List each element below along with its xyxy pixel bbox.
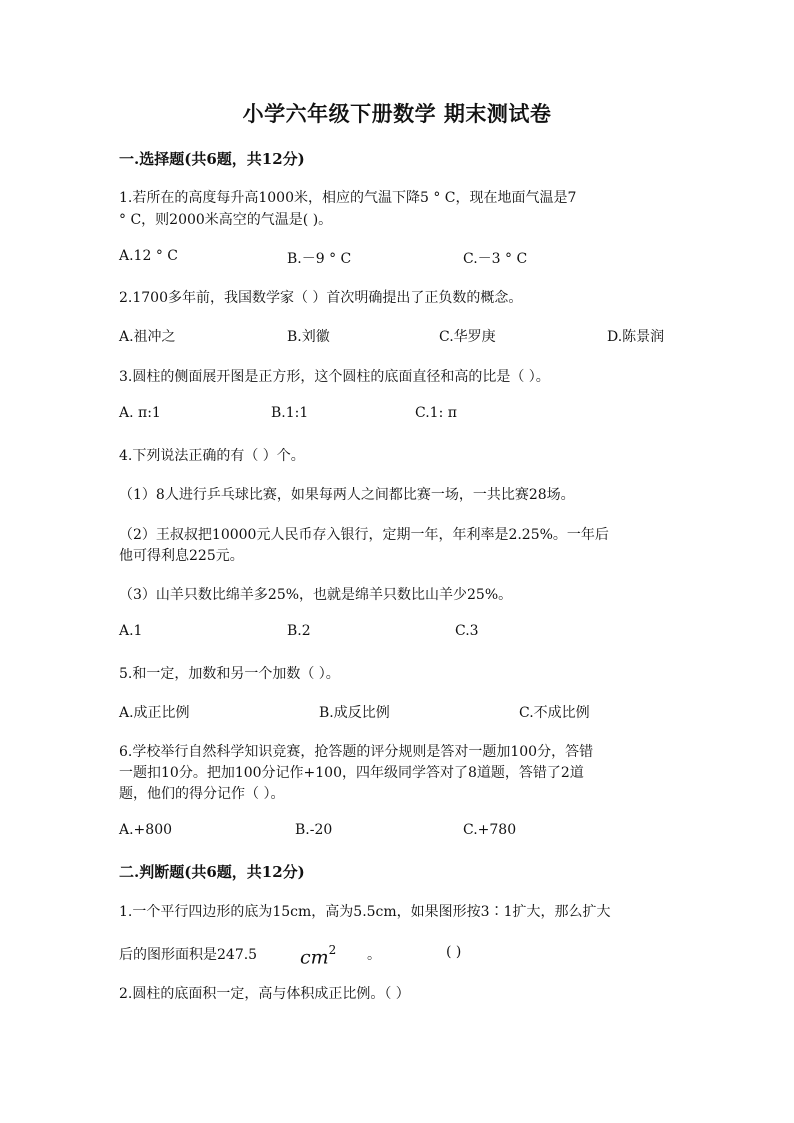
question-text: 1.若所在的高度每升高1000米，相应的气温下降5 ° C，现在地面气温是7 — [119, 190, 577, 206]
statement-text: （3）山羊只数比绵羊多25%，也就是绵羊只数比山羊少25%。 — [119, 587, 513, 603]
option-a: A. π:1 — [119, 405, 161, 421]
option-a: A.成正比例 — [119, 705, 190, 721]
question-text: 2.1700多年前，我国数学家（ ）首次明确提出了正负数的概念。 — [119, 290, 523, 306]
option-b: B.2 — [287, 623, 311, 639]
question-text: 4.下列说法正确的有（ ）个。 — [119, 448, 305, 464]
option-c: C.+780 — [463, 822, 517, 838]
section-heading-choice: 一.选择题(共6题，共12分) — [119, 150, 305, 168]
question-text: 5.和一定，加数和另一个加数（ ）。 — [119, 666, 340, 682]
question-text: 题，他们的得分记作（ ）。 — [119, 786, 285, 802]
period-text: 。 — [367, 947, 381, 963]
option-c: C.3 — [455, 623, 479, 639]
question-text: 3.圆柱的侧面展开图是正方形，这个圆柱的底面直径和高的比是（ ）。 — [119, 369, 550, 385]
statement-text: （2）王叔叔把10000元人民币存入银行，定期一年，年利率是2.25%。一年后 — [119, 527, 609, 543]
question-text: 后的图形面积是247.5 — [119, 947, 258, 963]
question-text: ° C，则2000米高空的气温是( )。 — [119, 212, 333, 228]
option-d: D.陈景润 — [607, 329, 665, 345]
option-c: C.－3 ° C — [463, 251, 528, 267]
page-title: 小学六年级下册数学 期末测试卷 — [242, 101, 552, 126]
answer-bracket: ( ) — [446, 944, 462, 960]
question-text: 1.一个平行四边形的底为15cm，高为5.5cm，如果图形按3∶1扩大，那么扩大 — [119, 904, 611, 920]
option-b: B.刘徽 — [287, 329, 330, 345]
option-c: C.1: π — [415, 405, 457, 421]
question-text: 一题扣10分。把加100分记作+100，四年级同学答对了8道题，答错了2道 — [119, 765, 584, 781]
option-c: C.华罗庚 — [439, 329, 496, 345]
option-b: B.成反比例 — [319, 705, 390, 721]
question-text: 2.圆柱的底面积一定，高与体积成正比例。（ ） — [119, 986, 410, 1002]
option-a: A.祖冲之 — [119, 329, 176, 345]
option-a: A.1 — [119, 623, 143, 639]
question-text: 6.学校举行自然科学知识竞赛，抢答题的评分规则是答对一题加100分，答错 — [119, 744, 594, 760]
option-c: C.不成比例 — [519, 705, 590, 721]
unit-formula: $cm^2$ — [300, 943, 337, 969]
statement-text: （1）8人进行乒乓球比赛，如果每两人之间都比赛一场，一共比赛28场。 — [119, 487, 575, 503]
option-a: A.+800 — [119, 822, 173, 838]
section-heading-judge: 二.判断题(共6题，共12分) — [119, 863, 305, 881]
option-b: B.1:1 — [271, 405, 309, 421]
option-b: B.-20 — [295, 822, 333, 838]
option-a: A.12 ° C — [119, 248, 178, 264]
statement-text: 他可得利息225元。 — [119, 548, 244, 564]
option-b: B.－9 ° C — [287, 251, 352, 267]
